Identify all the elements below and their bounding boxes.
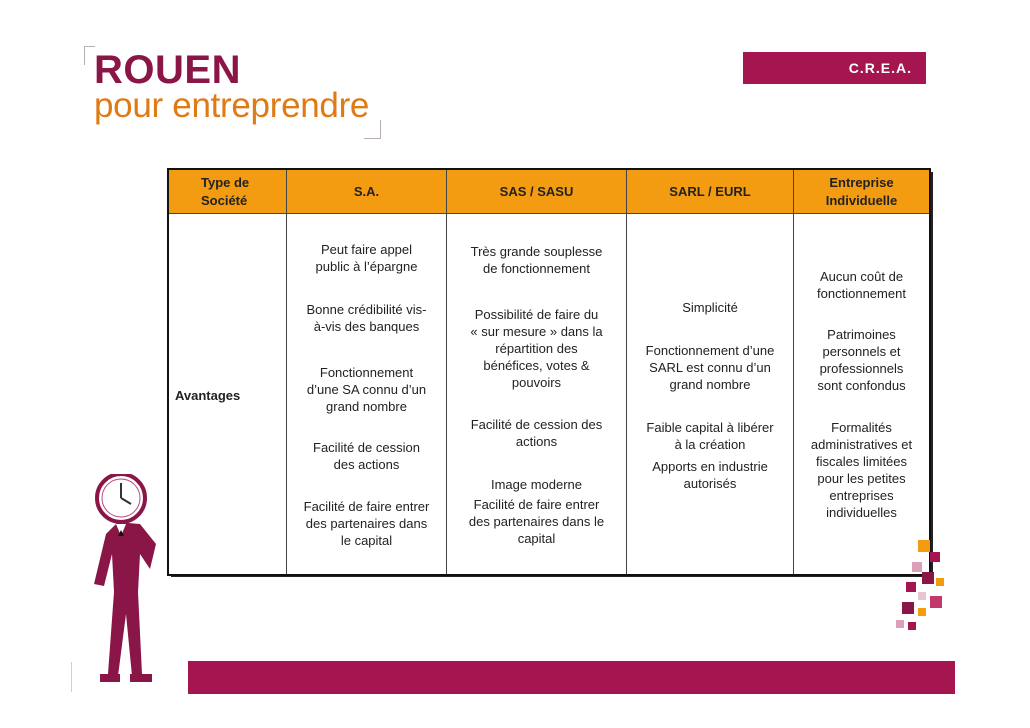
- row-label-avantages: Avantages: [175, 388, 241, 403]
- sarl-item: Faible capital à libérer à la création: [646, 420, 774, 452]
- sas-item: Facilité de cession des actions: [470, 417, 603, 449]
- sa-item: Facilité de faire entrer des partenaires dans le capital: [303, 499, 430, 548]
- sa-item: Peut faire appel public à l’épargne: [315, 242, 418, 274]
- crea-badge-label: C.R.E.A.: [848, 60, 912, 76]
- header-sa: S.A.: [287, 170, 446, 213]
- ei-item: Aucun coût de fonctionnement: [817, 269, 906, 301]
- sa-item: Bonne crédibilité vis- à-vis des banques: [306, 302, 427, 334]
- crea-badge: [743, 52, 926, 84]
- sas-item: Facilité de faire entrer des partenaires dans le capital: [468, 497, 605, 546]
- comparison-table: [167, 168, 931, 576]
- logo-subtitle: pour entreprendre: [94, 86, 370, 125]
- header-ei: Entreprise Individuelle: [794, 170, 929, 213]
- footer-divider: [71, 662, 72, 692]
- sarl-item: Simplicité: [682, 300, 738, 315]
- logo-title: ROUEN: [94, 48, 241, 92]
- footer-bar: [188, 661, 955, 694]
- ei-item: Patrimoines personnels et professionnels sont confondus: [817, 327, 906, 393]
- clock-man-illustration: [86, 474, 176, 704]
- decorative-squares: [892, 538, 952, 638]
- logo: [84, 42, 394, 132]
- header-sarl: SARL / EURL: [627, 170, 793, 213]
- header-divider: [169, 213, 929, 214]
- sas-item: Image moderne: [490, 477, 583, 492]
- sarl-item: Apports en industrie autorisés: [652, 459, 768, 491]
- sas-item: Très grande souplesse de fonctionnement: [470, 244, 603, 276]
- sa-item: Facilité de cession des actions: [313, 440, 420, 472]
- header-sas: SAS / SASU: [447, 170, 626, 213]
- sa-item: Fonctionnement d’une SA connu d’un grand nombre: [306, 365, 427, 414]
- ei-item: Formalités administratives et fiscales limitées pour les petites entreprises individuelles: [810, 420, 913, 520]
- header-type-societe: Type de Société: [169, 170, 286, 213]
- logo-bracket-bottom-right: [364, 120, 381, 139]
- sarl-item: Fonctionnement d’une SARL est connu d’un grand nombre: [645, 343, 775, 392]
- sas-item: Possibilité de faire du « sur mesure » dans la répartition des bénéfices, votes & pouvoirs: [470, 307, 603, 390]
